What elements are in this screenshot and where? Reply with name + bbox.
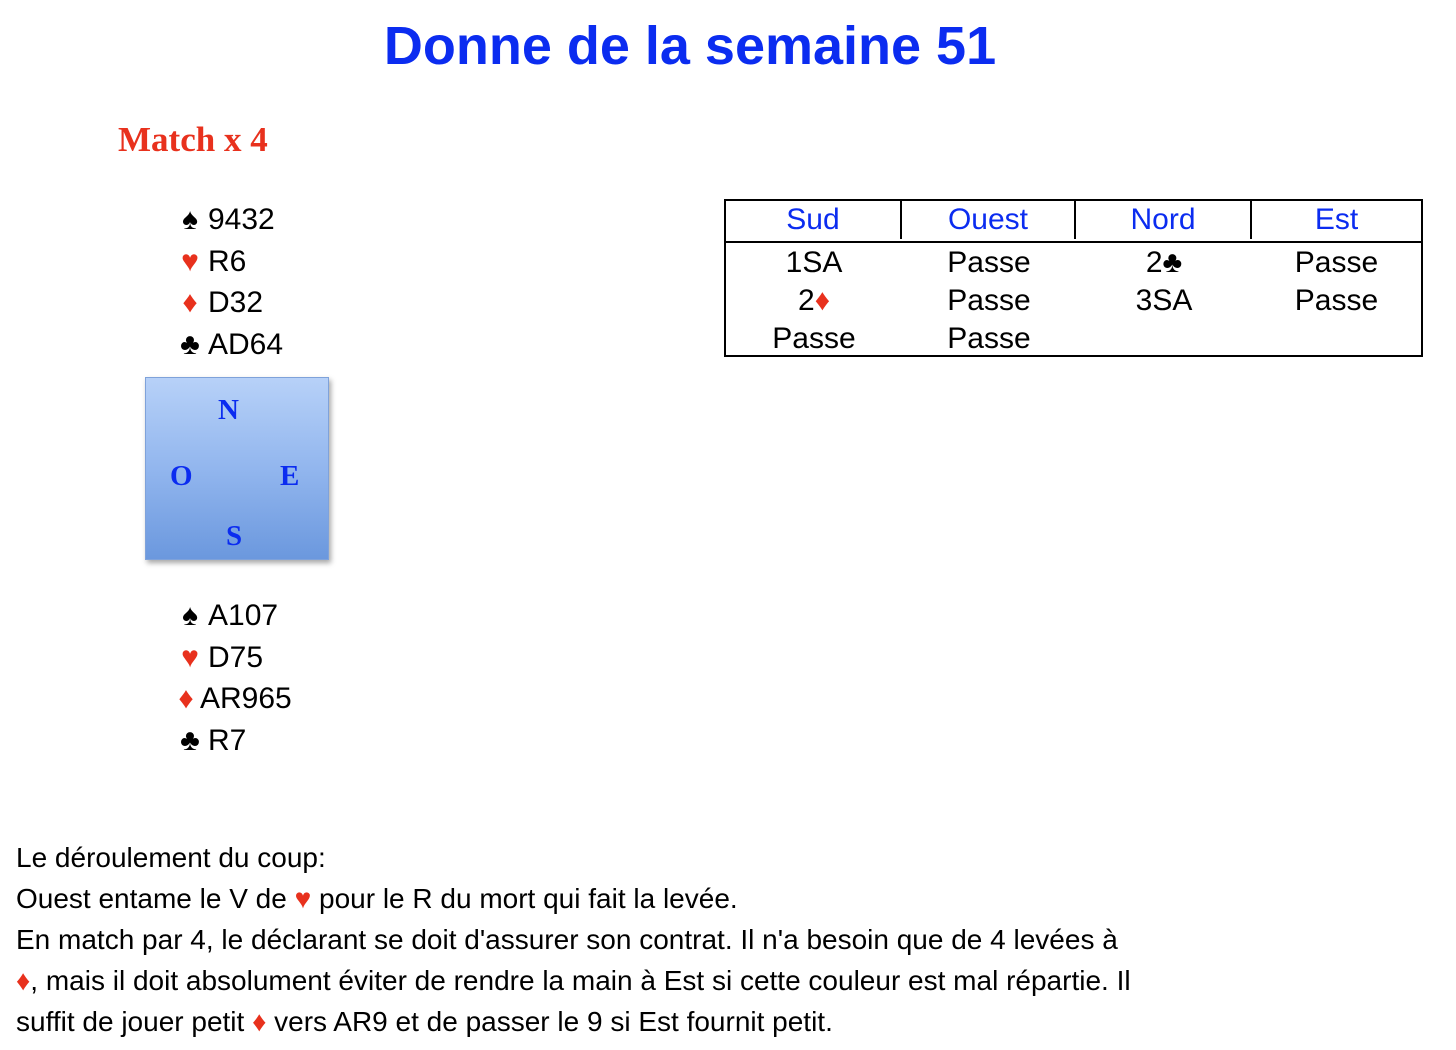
commentary-line [16,1001,1396,1042]
bid-suit-icon: ♦ [814,284,830,317]
hand-suit-line [172,720,292,762]
commentary-line [16,960,1396,1001]
suit-cards: R6 [208,244,247,278]
bid-cell [1252,244,1421,282]
compass-south: S [226,520,243,552]
compass-east: E [280,460,300,492]
suit-symbol-icon: ♥ [294,883,312,914]
suit-symbol-icon: ♥ [181,640,199,674]
bid-text: 1SA [785,246,843,279]
bidding-header-est: Est [1314,203,1359,236]
bid-text: Passe [947,322,1031,355]
compass-north: N [218,394,239,426]
bid-text: Passe [1294,246,1379,279]
hand-suit-line [172,637,292,679]
bidding-column-nord [1076,243,1252,358]
compass-west: O [170,460,193,492]
suit-cards: D75 [208,640,264,674]
bidding-body [726,243,1421,358]
bid-cell [902,282,1076,320]
compass-table [145,377,329,560]
deal-subtitle: Match x 4 [118,120,268,159]
commentary-text: suffit de jouer petit [16,1006,253,1037]
suit-cards: 9432 [208,203,275,236]
bid-text: Passe [772,322,856,355]
bid-text: Passe [947,246,1031,279]
bidding-table [724,199,1423,357]
suit-symbol-icon: ♠ [182,203,198,236]
bid-suit-icon: ♣ [1162,246,1183,279]
hand-suit-line [172,241,283,283]
bidding-header-ouest: Ouest [902,201,1076,239]
bid-text: 2 [1145,246,1163,279]
hand-suit-line [172,282,283,324]
commentary-line [16,919,1396,960]
suit-symbol-icon: ♣ [180,327,200,361]
commentary-text: En match par 4, le déclarant se doit d'assurer son contrat. Il n'a besoin que de 4 levées à [16,924,1118,955]
suit-symbol-icon: ♥ [181,244,199,278]
commentary-text: Le déroulement du coup: [16,842,326,873]
suit-cards: R7 [208,723,247,757]
commentary-line [16,878,1396,919]
commentary-text: , mais il doit absolument éviter de rendre la main à Est si cette couleur est mal répartie. Il [30,965,1131,996]
bid-cell [1076,244,1252,282]
bidding-column-est [1252,243,1421,358]
bid-cell [1252,282,1421,320]
hand-suit-line [172,199,283,241]
hand-suit-line [172,324,283,366]
north-hand [172,199,283,365]
bidding-header-sud: Sud [726,201,902,239]
bid-text: Passe [1294,284,1379,317]
commentary-text: vers AR9 et de passer le 9 si Est fournit petit. [266,1006,833,1037]
suit-symbol-icon: ♦ [182,286,198,319]
commentary-text: pour le R du mort qui fait la levée. [311,883,738,914]
south-hand [172,595,292,761]
suit-symbol-icon: ♠ [182,599,198,632]
bid-cell [902,320,1076,358]
bid-text: 3SA [1135,284,1193,317]
bidding-header-row [726,201,1421,243]
suit-symbol-icon: ♦ [178,682,194,715]
commentary-text: Ouest entame le V de [16,883,295,914]
bidding-column-sud [726,243,902,358]
bid-cell [902,244,1076,282]
hand-suit-line [172,595,292,637]
suit-cards: D32 [208,286,264,319]
play-commentary [16,837,1396,1042]
suit-symbol-icon: ♦ [252,1006,267,1037]
bid-text: Passe [947,284,1031,317]
bid-cell [726,282,902,320]
commentary-line [16,837,1396,878]
bidding-header-nord: Nord [1076,201,1252,239]
bid-cell [1076,282,1252,320]
hand-suit-line [172,678,292,720]
bidding-column-ouest [902,243,1076,358]
bid-text: 2 [798,284,815,317]
bid-cell [726,244,902,282]
suit-symbol-icon: ♣ [180,723,200,757]
page-title: Donne de la semaine 51 [383,16,997,76]
suit-cards: AR965 [200,682,292,715]
bid-cell [726,320,902,358]
suit-cards: A107 [208,599,279,632]
suit-symbol-icon: ♦ [16,965,31,996]
suit-cards: AD64 [208,327,284,361]
